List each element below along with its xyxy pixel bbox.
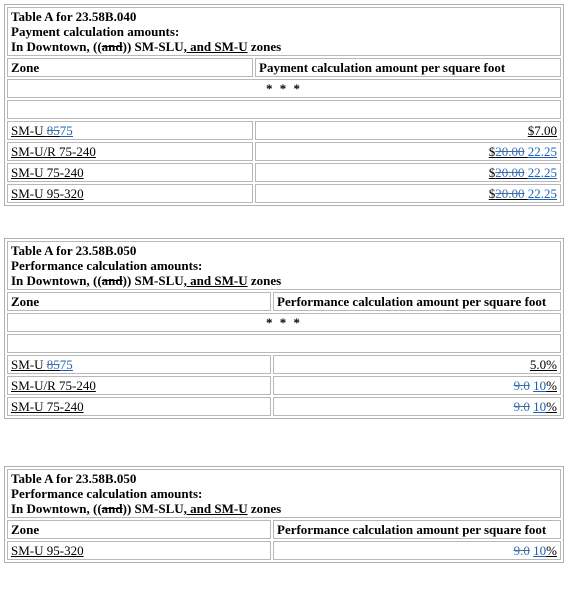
table-row [7, 397, 561, 416]
column-header-amount: Payment calculation amount per square foot [255, 58, 561, 77]
caption-text: In Downtown [11, 501, 87, 516]
table-subtitle: Performance calculation amounts: [11, 258, 203, 273]
performance-calculation-table [4, 238, 564, 419]
table-row [7, 121, 561, 140]
performance-calculation-table-2 [4, 466, 564, 563]
amount-cell: 5.0% [273, 355, 561, 374]
amount-cell: $7.00 [255, 121, 561, 140]
table-row [7, 541, 561, 560]
amount-cell: 9.0 10% [273, 541, 561, 560]
caption-text: )) SM-SLU [122, 501, 184, 516]
caption-insert: , and SM-U [183, 273, 248, 288]
zone-cell: SM-U 95-320 [7, 184, 253, 203]
caption-text: (( [89, 501, 102, 516]
column-header-amount: Performance calculation amount per square foot [273, 292, 561, 311]
payment-calculation-table [4, 4, 564, 206]
column-header-zone: Zone [7, 58, 253, 77]
table-row [7, 163, 561, 182]
caption-text: In Downtown [11, 39, 87, 54]
caption-insert: , [86, 501, 90, 516]
table-zones-line [11, 273, 557, 288]
caption-text: (( [89, 39, 102, 54]
amount-cell: 9.0 10% [273, 397, 561, 416]
omission-marker: * * * [7, 313, 561, 332]
table-title: Table A for 23.58B.050 [11, 471, 137, 486]
zone-cell: SM-U 95-320 [7, 541, 271, 560]
table-row [7, 184, 561, 203]
column-header-zone: Zone [7, 520, 271, 539]
caption-insert: , [86, 39, 90, 54]
table-caption [7, 469, 561, 518]
table-row [7, 355, 561, 374]
column-header-zone: Zone [7, 292, 271, 311]
caption-text: )) SM-SLU [122, 273, 184, 288]
table-caption [7, 241, 561, 290]
caption-insert: , and SM-U [183, 39, 248, 54]
caption-text: In Downtown [11, 273, 87, 288]
amount-cell: 9.0 10% [273, 376, 561, 395]
caption-insert: , [86, 273, 90, 288]
table-subtitle: Payment calculation amounts: [11, 24, 180, 39]
table-row [7, 376, 561, 395]
zone-cell: SM-U/R 75-240 [7, 142, 253, 161]
caption-text: zones [247, 273, 282, 288]
table-row [7, 142, 561, 161]
caption-text: zones [247, 39, 282, 54]
caption-insert: , and SM-U [183, 501, 248, 516]
caption-deleted: and [101, 273, 123, 288]
caption-text: )) SM-SLU [122, 39, 184, 54]
amount-cell: $20.00 22.25 [255, 163, 561, 182]
spacer-row [7, 334, 561, 353]
table-title: Table A for 23.58B.050 [11, 243, 137, 258]
caption-deleted: and [101, 39, 123, 54]
table-title: Table A for 23.58B.040 [11, 9, 137, 24]
column-header-amount: Performance calculation amount per square foot [273, 520, 561, 539]
omission-marker: * * * [7, 79, 561, 98]
caption-deleted: and [101, 501, 123, 516]
zone-cell: SM-U 8575 [7, 121, 253, 140]
amount-cell: $20.00 22.25 [255, 142, 561, 161]
spacer-row [7, 100, 561, 119]
table-zones-line [11, 501, 557, 516]
table-zones-line [11, 39, 557, 54]
zone-cell: SM-U 75-240 [7, 397, 271, 416]
table-subtitle: Performance calculation amounts: [11, 486, 203, 501]
table-caption [7, 7, 561, 56]
amount-cell: $20.00 22.25 [255, 184, 561, 203]
caption-text: (( [89, 273, 102, 288]
zone-cell: SM-U 8575 [7, 355, 271, 374]
caption-text: zones [247, 501, 282, 516]
zone-cell: SM-U 75-240 [7, 163, 253, 182]
zone-cell: SM-U/R 75-240 [7, 376, 271, 395]
